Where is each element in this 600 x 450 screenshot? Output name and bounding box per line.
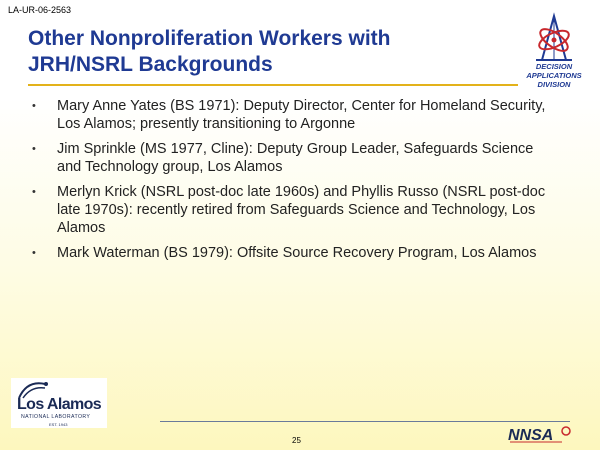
list-item: [30, 97, 560, 133]
bullet-marker: •: [32, 186, 36, 198]
lanl-name: Los Alamos: [17, 396, 102, 413]
bullet-marker: •: [32, 143, 36, 155]
nnsa-text: NNSA: [508, 427, 554, 443]
footer-divider: [160, 421, 570, 422]
bullet-text: Jim Sprinkle (MS 1977, Cline): Deputy Group Leader, Safeguards Science and Technology group, Los Alamos: [57, 141, 534, 175]
list-item: [30, 183, 560, 237]
lanl-established: EST. 1943: [49, 422, 68, 427]
bullet-text: Mary Anne Yates (BS 1971): Deputy Director, Center for Homeland Security, Los Alamos; presently transitioning to Argonne: [57, 98, 546, 132]
title-line-1: Other Nonproliferation Workers with: [28, 27, 391, 50]
lanl-subtitle: NATIONAL LABORATORY: [21, 414, 91, 420]
logo-line-3: DIVISION: [537, 80, 571, 89]
bullet-list: [30, 97, 560, 269]
decision-applications-division-logo: [516, 12, 592, 92]
page-number: 25: [292, 436, 301, 445]
nnsa-logo: [506, 425, 574, 443]
los-alamos-logo: [11, 378, 107, 428]
document-id: LA-UR-06-2563: [8, 5, 72, 15]
title-line-2: JRH/NSRL Backgrounds: [28, 53, 273, 76]
bullet-text: Merlyn Krick (NSRL post-doc late 1960s) and Phyllis Russo (NSRL post-doc late 1970s): recently retired from Safeguards Science and Technology, Los Alamos: [57, 184, 546, 236]
title-underline: [28, 84, 518, 86]
bullet-marker: •: [32, 247, 36, 259]
list-item: [30, 244, 560, 262]
logo-line-1: DECISION: [535, 62, 573, 71]
list-item: [30, 140, 560, 176]
slide-title: [28, 26, 498, 78]
atom-tower-icon: [516, 12, 592, 62]
bullet-marker: •: [32, 100, 36, 112]
bullet-text: Mark Waterman (BS 1979): Offsite Source Recovery Program, Los Alamos: [57, 245, 537, 261]
logo-line-2: APPLICATIONS: [526, 71, 582, 80]
